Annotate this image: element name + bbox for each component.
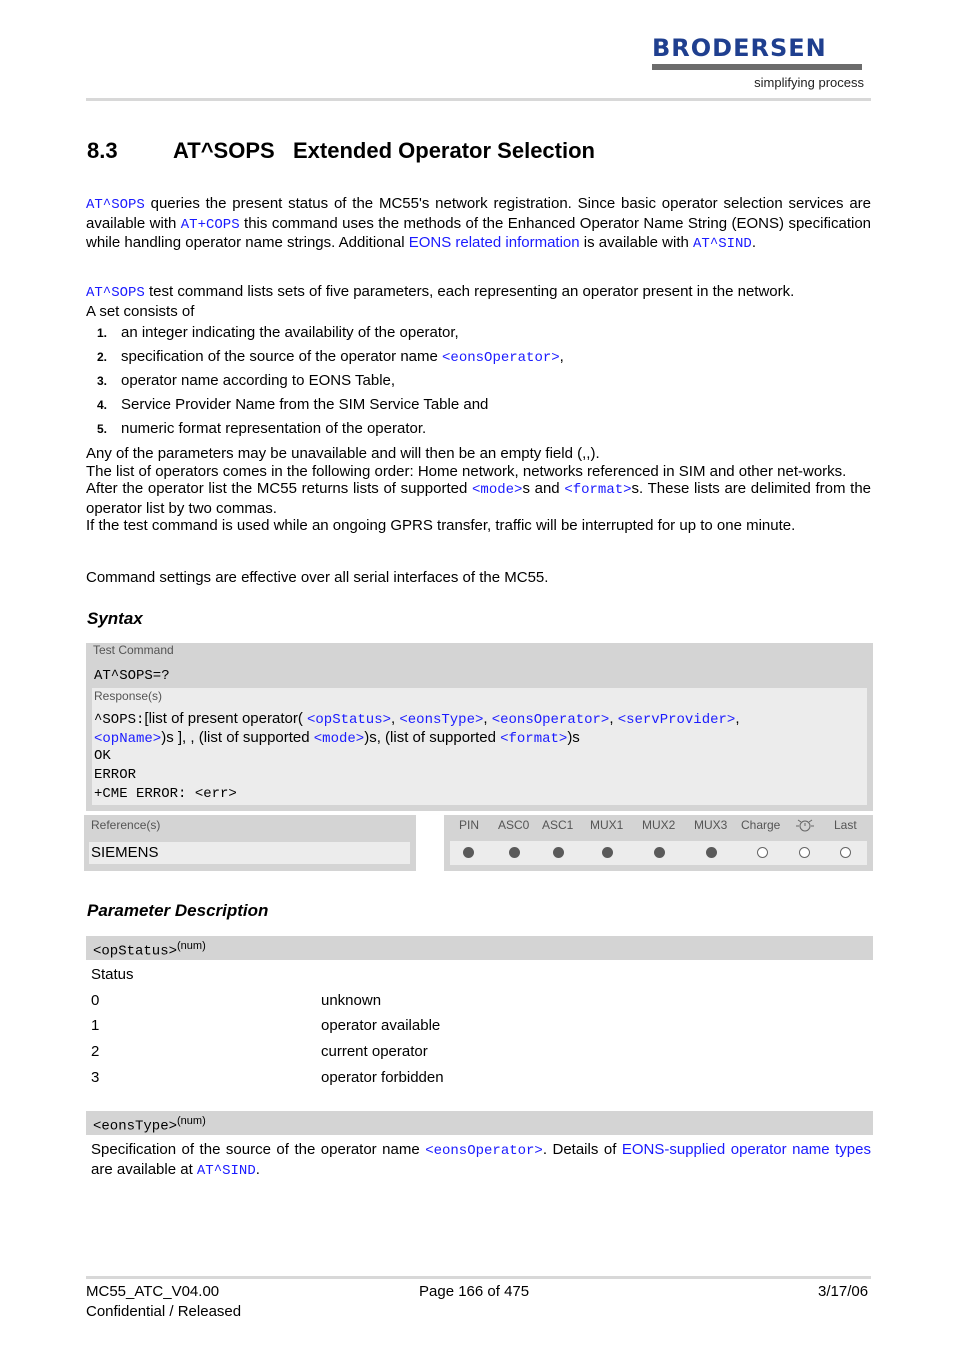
response-label: Response(s) bbox=[94, 689, 163, 703]
response-error: ERROR bbox=[94, 767, 137, 783]
list-item bbox=[86, 393, 871, 417]
reference-label: Reference(s) bbox=[91, 818, 161, 832]
alarm-clock-icon bbox=[795, 817, 815, 837]
col-last: Last bbox=[834, 818, 857, 832]
reference-box bbox=[84, 815, 416, 871]
support-pin bbox=[463, 847, 474, 858]
response-ok: OK bbox=[94, 748, 111, 764]
value-code: 2 bbox=[91, 1043, 100, 1060]
eonstype-description bbox=[91, 1141, 871, 1180]
list-text: numeric format representation of the operator. bbox=[121, 420, 427, 437]
footer-doc-id: MC55_ATC_V04.00 bbox=[86, 1283, 220, 1300]
col-mux3: MUX3 bbox=[694, 818, 728, 832]
eonstype-link[interactable]: <eonsType> bbox=[399, 712, 484, 728]
intro-text: test command lists sets of five parameters, each representing an operator present in the network. bbox=[144, 283, 795, 300]
parameter-set-list bbox=[86, 321, 871, 441]
list-item bbox=[86, 345, 871, 369]
header-divider bbox=[86, 98, 871, 101]
cops-link[interactable]: AT+COPS bbox=[180, 216, 240, 233]
desc-text: . Details of bbox=[542, 1141, 622, 1158]
eonsoperator-link[interactable]: <eonsOperator> bbox=[425, 1143, 543, 1159]
syntax-box bbox=[86, 643, 873, 811]
intro-paragraph-1 bbox=[86, 195, 871, 254]
param-type: (num) bbox=[177, 1115, 206, 1127]
value-code: 3 bbox=[91, 1069, 100, 1086]
response-text: )s ], , (list of supported bbox=[161, 729, 314, 746]
section-number: 8.3 bbox=[87, 138, 118, 163]
param-type: (num) bbox=[177, 940, 206, 952]
eonstype-param-header bbox=[86, 1111, 873, 1135]
interface-support-box bbox=[444, 815, 873, 871]
list-number: 4. bbox=[97, 398, 108, 412]
eonsoperator-link[interactable]: <eonsOperator> bbox=[491, 712, 610, 728]
parameter-description-heading: Parameter Description bbox=[87, 901, 269, 920]
format-link[interactable]: <format> bbox=[564, 482, 632, 498]
desc-text: are available at bbox=[91, 1160, 197, 1178]
support-asc0 bbox=[509, 847, 520, 858]
reference-value-area bbox=[89, 842, 410, 864]
value-code: 0 bbox=[91, 992, 100, 1009]
value-desc: unknown bbox=[321, 992, 382, 1009]
section-heading bbox=[87, 138, 595, 164]
footer-date: 3/17/06 bbox=[818, 1283, 869, 1300]
list-number: 1. bbox=[97, 326, 108, 340]
response-text: )s, (list of supported bbox=[364, 729, 501, 746]
response-text: , bbox=[391, 710, 400, 727]
mode-link[interactable]: <mode> bbox=[472, 482, 523, 498]
brodersen-logo bbox=[652, 36, 864, 90]
response-text: [list of present operator( bbox=[144, 710, 307, 727]
list-text: operator name according to EONS Table, bbox=[121, 372, 396, 389]
response-text: , bbox=[735, 710, 740, 727]
support-mux1 bbox=[602, 847, 613, 858]
format-link[interactable]: <format> bbox=[500, 731, 568, 747]
test-command: AT^SOPS=? bbox=[94, 668, 170, 684]
response-line bbox=[94, 710, 864, 748]
response-text: )s bbox=[567, 729, 580, 746]
eons-types-link[interactable]: EONS-supplied operator name types bbox=[621, 1141, 871, 1158]
value-code: 1 bbox=[91, 1017, 100, 1034]
note-line bbox=[86, 480, 871, 517]
col-mux2: MUX2 bbox=[642, 818, 676, 832]
list-number: 2. bbox=[97, 350, 108, 364]
col-charge: Charge bbox=[741, 818, 781, 832]
section-title: AT^SOPS Extended Operator Selection bbox=[173, 138, 595, 163]
sops-link[interactable]: AT^SOPS bbox=[86, 285, 145, 301]
settings-note: Command settings are effective over all serial interfaces of the MC55. bbox=[86, 569, 549, 586]
footer-divider bbox=[86, 1276, 871, 1279]
note-line: If the test command is used while an ongoing GPRS transfer, traffic will be interrupted for up to one minute. bbox=[86, 517, 796, 534]
eons-info-link[interactable]: EONS related information bbox=[408, 234, 580, 251]
test-command-label: Test Command bbox=[93, 643, 174, 657]
col-mux1: MUX1 bbox=[590, 818, 624, 832]
logo-bar bbox=[652, 64, 862, 70]
note-line: The list of operators comes in the following order: Home network, networks referenced in SIM and other net-works. bbox=[86, 462, 847, 480]
eonstype-param-name bbox=[93, 1115, 206, 1135]
eonsoperator-link[interactable]: <eonsOperator> bbox=[442, 350, 560, 366]
logo-tagline: simplifying process bbox=[754, 75, 864, 90]
list-number: 3. bbox=[97, 374, 108, 388]
sind-link[interactable]: AT^SIND bbox=[196, 1162, 256, 1179]
reference-value: SIEMENS bbox=[91, 844, 159, 861]
opname-link[interactable]: <opName> bbox=[94, 731, 162, 747]
list-text: an integer indicating the availability of the operator, bbox=[121, 324, 459, 341]
response-text: , bbox=[609, 710, 618, 727]
response-cme-error: +CME ERROR: <err> bbox=[94, 786, 237, 802]
list-item bbox=[86, 369, 871, 393]
logo-wordmark: BRODERSEN bbox=[652, 34, 827, 62]
desc-text: Specification of the source of the operator name bbox=[91, 1141, 426, 1158]
response-prefix: ^SOPS: bbox=[94, 712, 145, 728]
note-line: Any of the parameters may be unavailable and will then be an empty field (,,). bbox=[86, 445, 600, 462]
mode-link[interactable]: <mode> bbox=[313, 731, 365, 747]
response-text: , bbox=[483, 710, 492, 727]
sind-link[interactable]: AT^SIND bbox=[693, 236, 752, 252]
value-desc: operator forbidden bbox=[321, 1069, 444, 1086]
list-item bbox=[86, 417, 871, 441]
support-last bbox=[840, 847, 851, 858]
col-asc0: ASC0 bbox=[498, 818, 530, 832]
servprovider-link[interactable]: <servProvider> bbox=[617, 712, 736, 728]
list-number: 5. bbox=[97, 422, 108, 436]
col-asc1: ASC1 bbox=[542, 818, 574, 832]
desc-text: . bbox=[255, 1160, 260, 1178]
intro-text: . bbox=[751, 234, 756, 251]
operator-list-notes bbox=[86, 445, 871, 535]
list-item bbox=[86, 321, 871, 345]
intro-text: A set consists of bbox=[86, 302, 195, 320]
note-text: s. These lists are delimited from the operator list by two commas. bbox=[86, 480, 872, 517]
param-name: <eonsType> bbox=[93, 1118, 178, 1135]
value-desc: operator available bbox=[321, 1017, 441, 1034]
intro-text: is available with bbox=[579, 234, 694, 251]
list-text: specification of the source of the operator name bbox=[121, 348, 443, 365]
opstatus-param-header bbox=[86, 936, 873, 960]
sops-link[interactable]: AT^SOPS bbox=[86, 197, 145, 213]
syntax-heading: Syntax bbox=[87, 609, 143, 628]
support-mux3 bbox=[706, 847, 717, 858]
param-name: <opStatus> bbox=[93, 943, 178, 960]
list-text: Service Provider Name from the SIM Service Table and bbox=[121, 396, 489, 413]
support-mux2 bbox=[654, 847, 665, 858]
footer-page-number: Page 166 of 475 bbox=[419, 1283, 530, 1300]
col-pin: PIN bbox=[459, 818, 480, 832]
support-alarm bbox=[799, 847, 810, 858]
value-desc: current operator bbox=[321, 1043, 428, 1060]
opstatus-description: Status bbox=[91, 966, 134, 983]
support-asc1 bbox=[553, 847, 564, 858]
intro-text: this command uses the methods of the Enhanced Operator Name String (EONS) specification while handling operator name strings. Additional bbox=[86, 214, 871, 251]
note-text: After the operator list the MC55 returns lists of supported bbox=[86, 480, 473, 497]
opstatus-param-name bbox=[93, 940, 206, 960]
opstatus-link[interactable]: <opStatus> bbox=[307, 712, 392, 728]
response-area bbox=[92, 688, 867, 805]
intro-text: queries the present status of the MC55's network registration. Since basic operator selection services are available with bbox=[86, 195, 871, 232]
list-text: , bbox=[559, 348, 564, 365]
footer-status: Confidential / Released bbox=[86, 1303, 242, 1320]
note-text: s and bbox=[522, 480, 565, 497]
intro-paragraph-2 bbox=[86, 283, 871, 320]
support-charge bbox=[757, 847, 768, 858]
support-row bbox=[450, 841, 867, 865]
